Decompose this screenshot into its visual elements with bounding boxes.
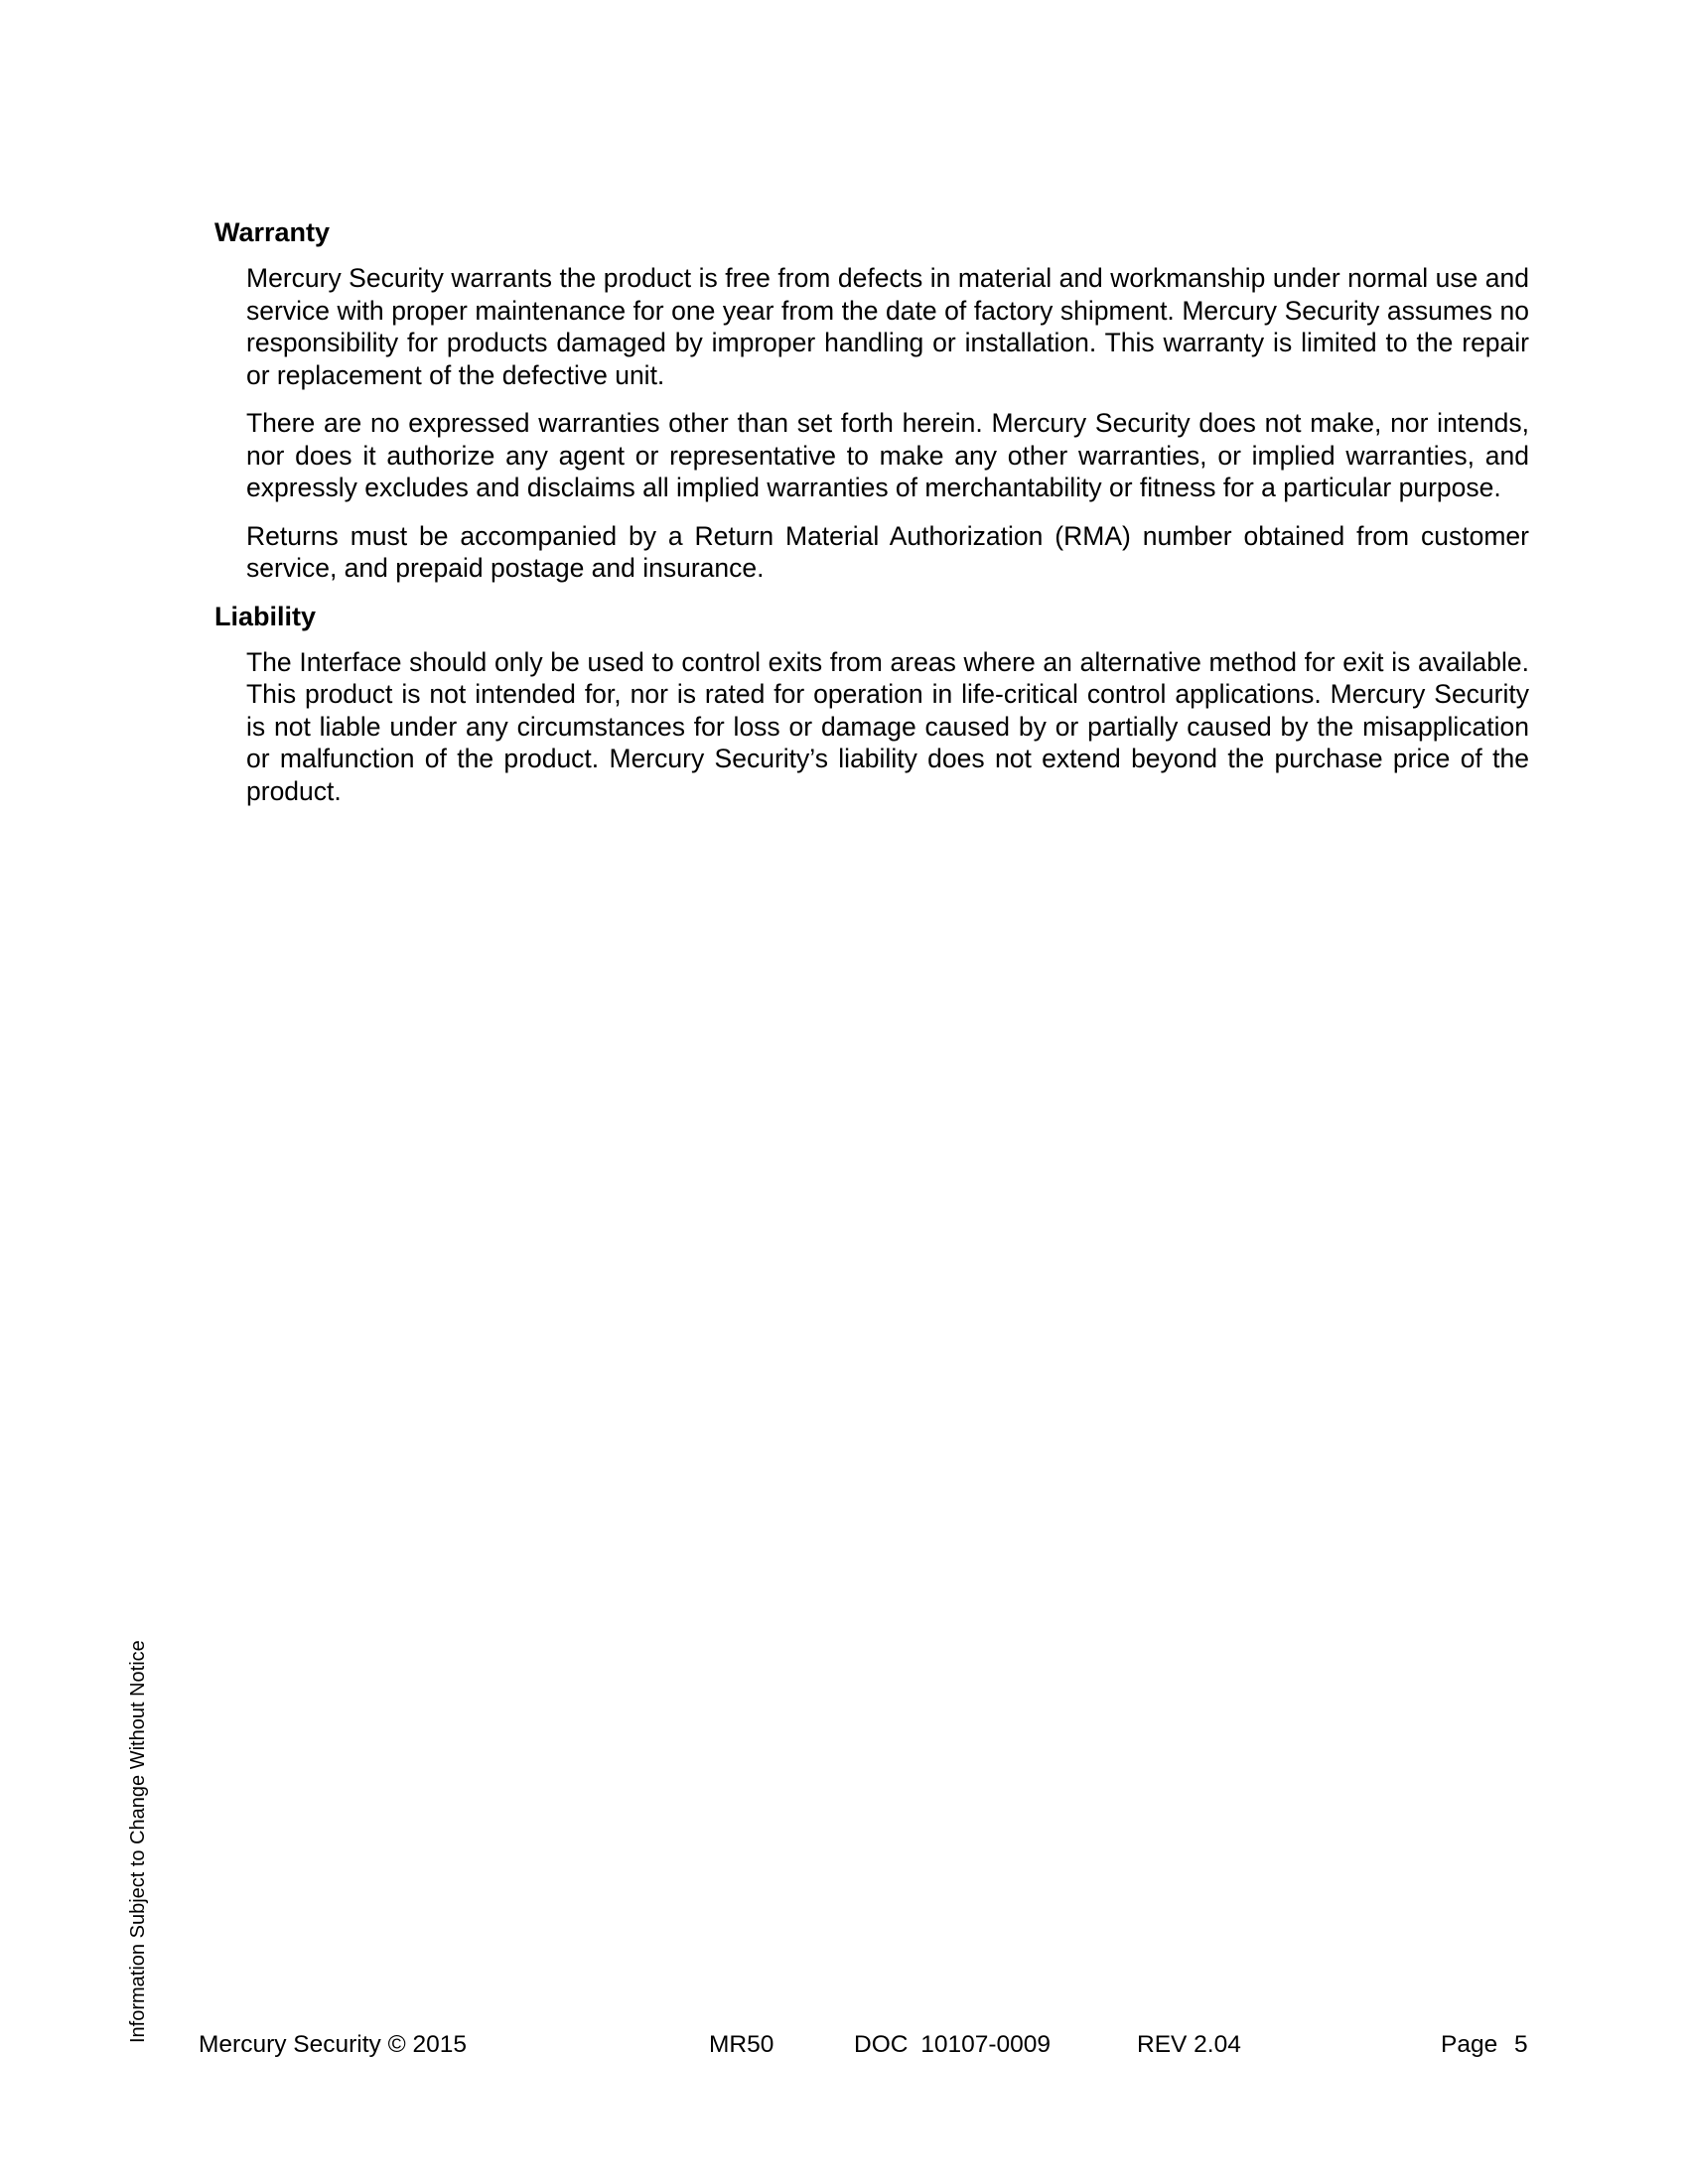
- footer-revision: REV 2.04: [1137, 2031, 1241, 2058]
- warranty-paragraph-2: There are no expressed warranties other than set forth herein. Mercury Security does not make, nor intends, nor does it authorize any agent or representative to make any other warranties, or implied warranties, and expressly excludes and disclaims all implied warranties of merchantability or fitness for a particular purpose.: [246, 408, 1529, 502]
- liability-heading: Liability: [214, 601, 317, 631]
- footer-copyright: Mercury Security © 2015: [199, 2031, 467, 2058]
- page-footer: [0, 2029, 1688, 2061]
- warranty-paragraph-1: Mercury Security warrants the product is free from defects in material and workmanship under normal use and service with proper maintenance for one year from the date of factory shipment. Mercury Security assumes no responsibility for products damaged by improper handling or installation. This warranty is limited to the repair or replacement of the defective unit.: [246, 263, 1529, 390]
- document-body: [214, 216, 1529, 823]
- side-notice: Information Subject to Change Without Notice: [127, 1640, 149, 2043]
- footer-page-number: Page 5: [1441, 2031, 1528, 2058]
- warranty-heading: Warranty: [214, 217, 331, 247]
- footer-doc-number: DOC 10107-0009: [854, 2031, 1052, 2058]
- liability-paragraph-1: The Interface should only be used to control exits from areas where an alternative method for exit is available. This product is not intended for, nor is rated for operation in life-critical control applications. Mercury Security is not liable under any circumstances for loss or damage caused by or partially caused by the misapplication or malfunction of the product. Mercury Security’s liability does not extend beyond the purchase price of the product.: [246, 646, 1529, 806]
- liability-section: [214, 601, 1529, 808]
- warranty-paragraph-3: Returns must be accompanied by a Return Material Authorization (RMA) number obtained from customer service, and prepaid postage and insurance.: [246, 520, 1529, 583]
- warranty-section: [214, 216, 1529, 585]
- footer-model: MR50: [709, 2031, 774, 2058]
